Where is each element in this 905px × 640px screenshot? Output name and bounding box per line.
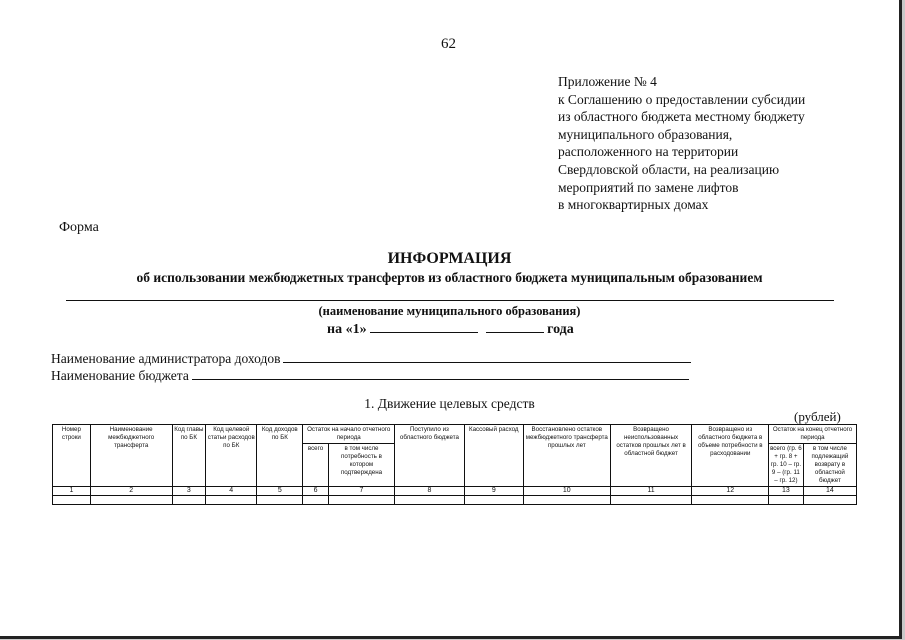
column-number: 10 xyxy=(523,487,610,496)
header-returned-regional: Возвращено из областного бюджета в объеме потребности в расходовании xyxy=(692,425,769,487)
page-number: 62 xyxy=(441,36,456,52)
appendix-line: Приложение № 4 xyxy=(558,74,657,89)
report-date-line xyxy=(327,320,574,338)
appendix-block xyxy=(558,73,805,214)
document-subtitle: об использовании межбюджетных трансфертов из областного бюджета муниципальным образованием xyxy=(136,270,763,285)
admin-field xyxy=(51,350,691,367)
column-number: 6 xyxy=(303,487,329,496)
header-restored: Восстановлено остатков межбюджетного трансферта прошлых лет xyxy=(523,425,610,487)
appendix-line: из областного бюджета местному бюджету xyxy=(558,109,805,125)
header-returned-unused: Возвращено неиспользованных остатков прошлых лет в областной бюджет xyxy=(610,425,692,487)
column-number: 13 xyxy=(769,487,804,496)
header-closing-return: в том числе подлежащий возврату в областной бюджет xyxy=(803,444,856,487)
column-number: 7 xyxy=(328,487,394,496)
budget-field xyxy=(51,367,689,384)
section-heading: 1. Движение целевых средств xyxy=(364,396,535,411)
appendix-line: к Соглашению о предоставлении субсидии xyxy=(558,91,806,107)
units-label: (рублей) xyxy=(794,409,841,424)
column-number: 3 xyxy=(172,487,206,496)
column-number: 5 xyxy=(257,487,303,496)
column-number: 4 xyxy=(206,487,257,496)
appendix-line: в многоквартирных домах xyxy=(558,197,709,213)
admin-label: Наименование администратора доходов xyxy=(51,351,281,366)
column-number: 2 xyxy=(90,487,172,496)
header-income-code: Код доходов по БК xyxy=(257,425,303,487)
column-number: 12 xyxy=(692,487,769,496)
appendix-line: муниципального образования, xyxy=(558,126,733,142)
header-closing-balance: Остаток на конец отчетного периода xyxy=(769,425,857,444)
date-suffix: года xyxy=(547,322,574,337)
month-blank xyxy=(370,320,478,333)
header-opening-confirmed: в том числе потребность в котором подтверждена xyxy=(328,444,394,487)
column-number: 14 xyxy=(803,487,856,496)
column-number: 11 xyxy=(610,487,692,496)
date-prefix: на «1» xyxy=(327,322,367,337)
header-opening-balance: Остаток на начало отчетного периода xyxy=(303,425,395,444)
column-number: 1 xyxy=(53,487,91,496)
header-transfer-name: Наименование межбюджетного трансферта xyxy=(90,425,172,487)
header-opening-total: всего xyxy=(303,444,329,487)
appendix-line: мероприятий по замене лифтов xyxy=(558,179,739,195)
budget-blank xyxy=(192,367,689,380)
targets-table xyxy=(52,424,857,505)
table-row xyxy=(53,496,857,505)
appendix-line: расположенного на территории xyxy=(558,144,739,160)
column-number: 9 xyxy=(464,487,523,496)
municipality-name-line xyxy=(66,300,834,301)
document-title: ИНФОРМАЦИЯ xyxy=(387,250,512,267)
header-row-number: Номер строки xyxy=(53,425,91,487)
appendix-line: Свердловской области, на реализацию xyxy=(558,161,780,177)
budget-label: Наименование бюджета xyxy=(51,368,189,383)
column-number: 8 xyxy=(395,487,464,496)
header-received: Поступило из областного бюджета xyxy=(395,425,464,487)
municipality-caption: (наименование муниципального образования) xyxy=(318,304,581,318)
header-cash-expense: Кассовый расход xyxy=(464,425,523,487)
admin-blank xyxy=(283,350,691,363)
header-chapter-code: Код главы по БК xyxy=(172,425,206,487)
header-closing-total: всего (гр. 6 + гр. 8 + гр. 10 – гр. 9 – (гр. 11 – гр. 12) xyxy=(769,444,804,487)
year-blank xyxy=(486,320,544,333)
form-label: Форма xyxy=(59,220,99,235)
header-expense-code: Код целевой статьи расходов по БК xyxy=(206,425,257,487)
